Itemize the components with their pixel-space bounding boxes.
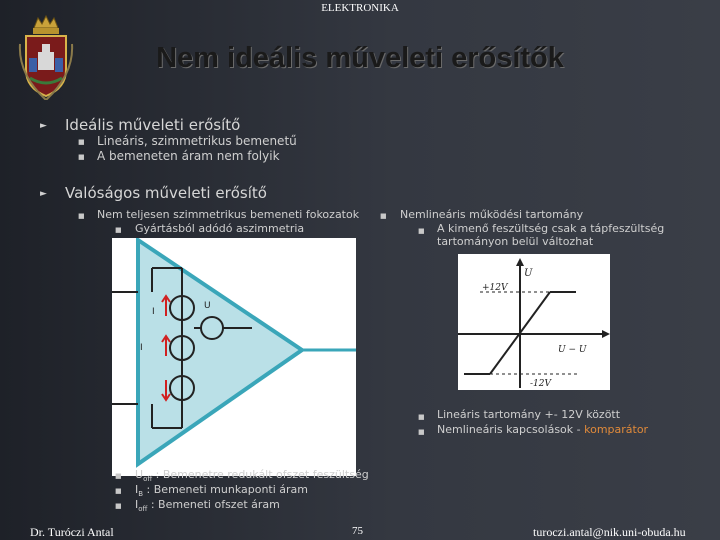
page-title: Nem ideális műveleti erősítők — [156, 42, 564, 74]
op-amp-circuit-diagram — [112, 238, 356, 476]
bullet-square-icon: ■ — [115, 502, 122, 510]
bullet-square-icon: ■ — [78, 138, 85, 146]
footer-author: Dr. Turóczi Antal — [30, 525, 114, 539]
footer-email: turoczi.antal@nik.uni-obuda.hu — [533, 525, 686, 539]
transfer-characteristic-graph — [458, 254, 610, 390]
section1-item: A bemeneten áram nem folyik — [97, 149, 280, 163]
graph-x-label: U − U — [558, 345, 587, 355]
graph-y-label: U — [524, 268, 533, 279]
bullet-square-icon: ■ — [115, 487, 122, 495]
bullet-square-icon: ■ — [78, 153, 85, 161]
graph-neg-level: -12V — [530, 379, 551, 389]
bullet-square-icon: ■ — [78, 212, 85, 220]
section2-left-subitem: Gyártásból adódó aszimmetria — [135, 222, 305, 235]
bullet-arrow-icon: ► — [40, 121, 47, 131]
section2-right-subitem: A kimenő feszültség csak a tápfeszültség tartományon belül változhat — [437, 222, 665, 248]
section1-heading: Ideális műveleti erősítő — [65, 116, 241, 134]
bullet-arrow-icon: ► — [40, 189, 47, 199]
graph-pos-level: +12V — [482, 283, 508, 293]
bullet-square-icon: ■ — [115, 226, 122, 234]
bullet-square-icon: ■ — [115, 472, 122, 480]
legend-ib: $I_B$ : Bemeneti munkaponti áram — [135, 483, 309, 499]
comparator-highlight: komparátor — [584, 423, 649, 436]
header-label: ELEKTRONIKA — [321, 2, 399, 14]
linear-range-item: Lineáris tartomány +- 12V között — [437, 408, 621, 421]
footer-page-number: 75 — [352, 525, 363, 537]
uoff-label: U — [204, 301, 211, 311]
bullet-square-icon: ■ — [418, 428, 425, 436]
legend-ioff: $I_{off}$ : Bemeneti ofszet áram — [135, 498, 280, 514]
section2-heading: Valóságos műveleti erősítő — [65, 184, 267, 202]
nonlinear-text: Nemlineáris kapcsolások - — [437, 423, 585, 436]
section1-item: Lineáris, szimmetrikus bemenetű — [97, 134, 297, 148]
nonlinear-item — [437, 423, 648, 436]
bullet-square-icon: ■ — [380, 212, 387, 220]
section2-right-item: Nemlineáris működési tartomány — [400, 208, 584, 221]
ioff-label: I — [140, 343, 143, 353]
legend-uoff: $U_{off}$ : Bemenetre redukált ofszet feszültség — [135, 468, 369, 484]
section2-left-item: Nem teljesen szimmetrikus bemeneti fokozatok — [97, 208, 360, 221]
bullet-square-icon: ■ — [418, 413, 425, 421]
bullet-square-icon: ■ — [418, 227, 425, 235]
ib-label: I — [152, 307, 155, 317]
